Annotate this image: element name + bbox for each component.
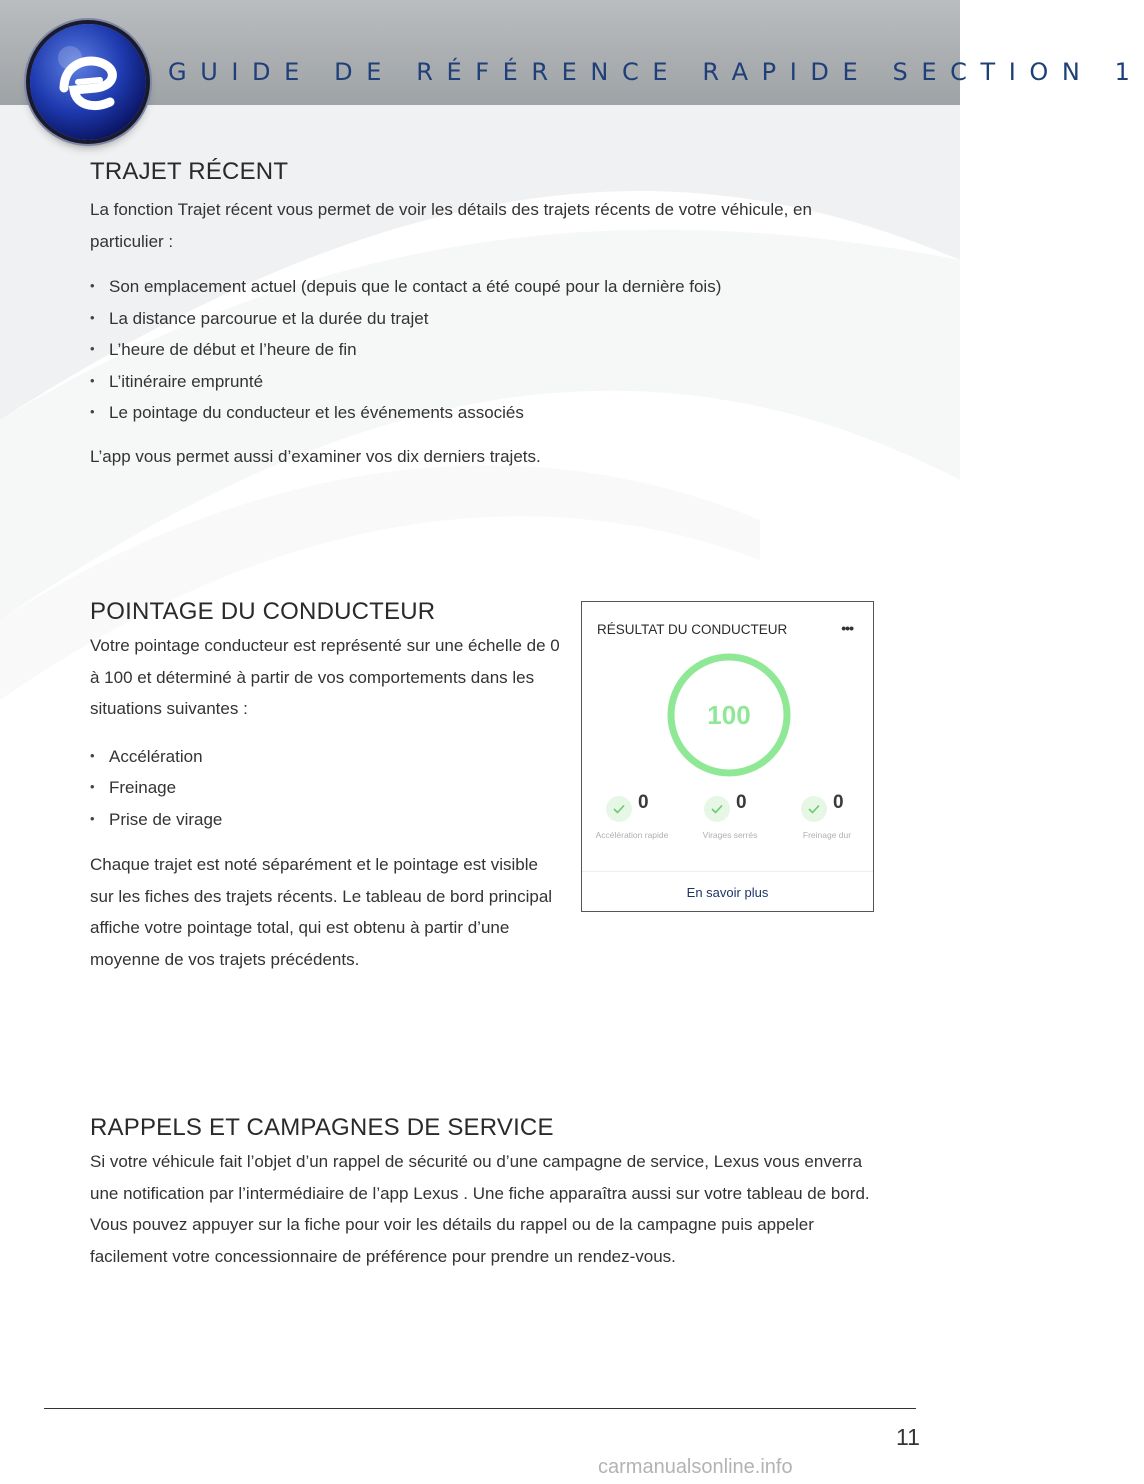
page-number: 11 [896, 1424, 920, 1450]
card-divider [582, 871, 873, 872]
more-dots-icon[interactable]: ••• [841, 620, 853, 636]
check-icon [801, 796, 827, 822]
watermark: carmanualsonline.info [598, 1456, 793, 1478]
metric-label: Virages serrés [702, 830, 758, 840]
list-item: • Freinage [90, 772, 560, 804]
metric-freinage [787, 792, 867, 862]
list-item: • Le pointage du conducteur et les événements associés [90, 397, 870, 429]
learn-more-link[interactable]: En savoir plus [686, 885, 769, 900]
metric-virages [690, 792, 770, 862]
list-item: • Accélération [90, 741, 560, 773]
list-item: • L’heure de début et l’heure de fin [90, 334, 870, 366]
card-title: RÉSULTAT DU CONDUCTEUR [597, 622, 788, 637]
check-icon [606, 796, 632, 822]
metric-value: 0 [833, 792, 844, 813]
metric-label: Accélération rapide [595, 830, 669, 840]
footer-divider [44, 1408, 916, 1409]
section-title: RAPPELS ET CAMPAGNES DE SERVICE [90, 1114, 554, 1141]
section-intro: Votre pointage conducteur est représenté sur une échelle de 0 à 100 et déterminé à partir de vos comportements dans les situations suivantes : [90, 636, 560, 718]
list-item: • Prise de virage [90, 804, 560, 836]
list-item: • L’itinéraire emprunté [90, 366, 870, 398]
section-title: TRAJET RÉCENT [90, 158, 289, 185]
list-item: • La distance parcourue et la durée du trajet [90, 303, 870, 335]
metric-acceleration [592, 792, 672, 862]
list-item: • Son emplacement actuel (depuis que le contact a été coupé pour la dernière fois) [90, 271, 870, 303]
metric-value: 0 [736, 792, 747, 813]
check-icon [704, 796, 730, 822]
score-value: 100 [707, 699, 751, 730]
section-intro: La fonction Trajet récent vous permet de voir les détails des trajets récents de votre véhicule, en particulier : [90, 200, 812, 251]
section-title: POINTAGE DU CONDUCTEUR [90, 598, 436, 625]
section-trajet-recent [90, 158, 870, 472]
section-outro: L’app vous permet aussi d’examiner vos dix derniers trajets. [90, 446, 541, 466]
driver-score-card [581, 601, 874, 912]
page-header-title: GUIDE DE RÉFÉRENCE RAPIDE SECTION 1 [168, 58, 1144, 86]
section-pointage-conducteur [90, 598, 560, 975]
bullet-list [90, 271, 870, 429]
section-outro: Chaque trajet est noté séparément et le pointage est visible sur les fiches des trajets récents. Le tableau de bord principal affiche votre pointage total, qui est obtenu à partir d’une moyenne de vos trajets précédents. [90, 855, 553, 969]
section-body: Si votre véhicule fait l’objet d’un rappel de sécurité ou d’une campagne de service, Lexus vous enverra une notification par l’intermédiaire de l’app Lexus . Une fiche apparaîtra aussi sur votre tableau de bord. Vous pouvez appuyer sur la fiche pour voir les détails du rappel ou de la campagne puis appeler facilement votre concessionnaire de préférence pour prendre un rendez-vous. [90, 1152, 870, 1266]
bullet-list [90, 741, 560, 836]
metric-label: Freinage dur [802, 830, 852, 840]
section-rappels-campagnes [90, 1114, 890, 1272]
lexus-e-logo-icon [30, 24, 146, 140]
metric-value: 0 [638, 792, 649, 813]
